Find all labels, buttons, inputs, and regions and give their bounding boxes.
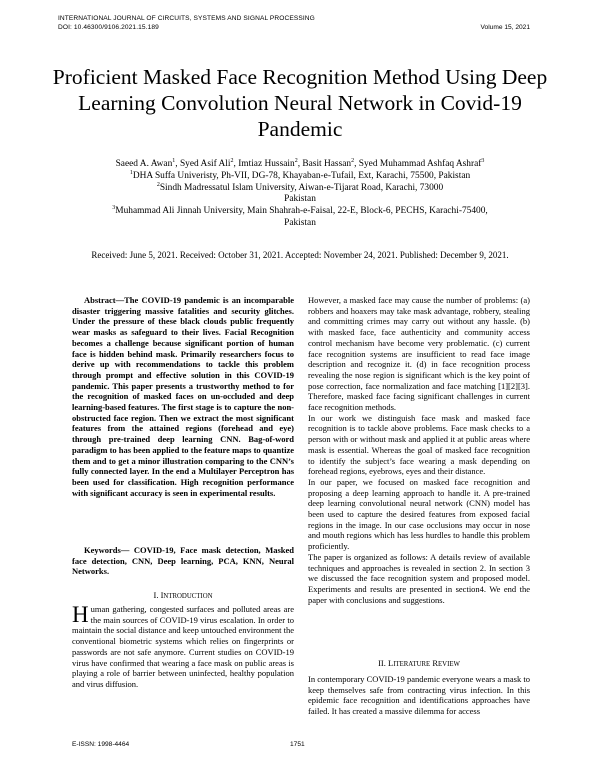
paragraph: In our work we distinguish face mask and masked face recognition is to tackle above problems. Face mask checks to a person with or without mask and applied it at public areas where mask is essential. Whereas the goal of masked face recognition to identify the subject’s face wearing a mask depending on forehead regions, eyebrows, eyes and their distance. xyxy=(308,412,530,477)
literature-review-body xyxy=(308,674,530,717)
introduction-text: uman gathering, congested surfaces and polluted areas are the main sources of COVID-19 virus escalation. In order to maintain the social distance and keep untouched environment the conventional biometric systems which relies on fingerprints or passwords are not safe anymore. Current studies on COVID-19 virus have confirmed that wearing a face mask on public areas is playing a role of barrier between uninfected, healthy population and virus diffusion. xyxy=(72,604,294,689)
heading-initial: I xyxy=(160,590,164,600)
affil-text: Muhammad Ali Jinnah University, Main Shahrah-e-Faisal, 22-E, Block-6, PECHS, Karachi-75400, xyxy=(115,206,488,217)
keywords-text: Keywords— COVID-19, Face mask detection, Masked face detection, CNN, Deep learning, PCA, KNN, Neural Networks. xyxy=(72,545,294,577)
section-heading-introduction xyxy=(72,590,294,600)
author-sup: 1 xyxy=(172,157,176,164)
right-column xyxy=(308,295,530,605)
affiliation-2 xyxy=(60,183,540,195)
affiliation-3 xyxy=(60,206,540,218)
author-name: Basit Hassan xyxy=(302,159,352,169)
abstract xyxy=(72,295,294,498)
affil-text: DHA Suffa Univeristy, Ph-VII, DG-78, Khayaban-e-Tufail, Ext, Karachi, 75500, Pakistan xyxy=(132,170,471,181)
affil-sup: 3 xyxy=(112,205,116,212)
footer-eissn: E-ISSN: 1998-4464 xyxy=(72,741,130,748)
author-name: Saeed A. Awan xyxy=(115,159,173,169)
author-name: Imtiaz Hussain xyxy=(238,159,295,169)
literature-text: In contemporary COVID-19 pandemic everyone wears a mask to keep themselves safe from contracting virus infection. In this epidemic face recognition and identifications approaches have failed. It has created a massive dilemma for access xyxy=(308,674,530,717)
section-numeral: II. xyxy=(378,658,386,668)
paper-title: Proficient Masked Face Recognition Method Using Deep Learning Convolution Neural Network in Covid-19 Pandemic xyxy=(52,65,548,141)
section-numeral: I. xyxy=(153,590,159,600)
author-name: Syed Muhammad Ashfaq Ashraf xyxy=(358,159,482,169)
volume: Volume 15, 2021 xyxy=(480,24,530,31)
paragraph: The paper is organized as follows: A details review of available techniques and approaches is revealed in section 2. In section 3 we discussed the face recognition system and proposed model. Experiments and results are presented in section4. We end the paper with conclusions and suggestions. xyxy=(308,551,530,605)
heading-rest: ITERATURE xyxy=(393,661,431,668)
authors-block xyxy=(60,159,540,230)
paragraph: However, a masked face may cause the number of problems: (a) robbers and hoaxers may take mask advantage, robbery, stealing and committing crimes may carry out without any hassle. (b) with masked face, face authenticity and community access control mechanism have become very problematic. (c) current face recognition systems are insufficient to read face image description and recognize it. (d) in face recognition process revealing the nose region is significant which is the key point of pose correction, face normalization and face matching [1][2][3]. Therefore, masked face facing significant challenges in current face recognition methods. xyxy=(308,295,530,413)
affiliation-2-country: Pakistan xyxy=(284,194,316,205)
affil-text: Sindh Madressatul Islam University, Aiwan-e-Tijarat Road, Karachi, 73000 xyxy=(159,182,444,193)
author-sup: 2 xyxy=(230,157,234,164)
heading-initial: L xyxy=(388,658,394,668)
journal-name: INTERNATIONAL JOURNAL OF CIRCUITS, SYSTEMS AND SIGNAL PROCESSING xyxy=(58,15,315,22)
heading-rest: NTRODUCTION xyxy=(163,593,213,600)
introduction-body xyxy=(72,604,294,690)
drop-cap: H xyxy=(72,602,89,627)
affiliation-1 xyxy=(60,171,540,183)
keywords xyxy=(72,545,294,577)
affil-sup: 2 xyxy=(156,181,160,188)
heading-initial: R xyxy=(432,658,439,668)
affil-sup: 1 xyxy=(129,169,133,176)
affiliation-3-country: Pakistan xyxy=(284,217,316,228)
author-names: Saeed A. Awan$^1$, Syed Asif Ali$^2$, Imtiaz Hussain$^2$, Basit Hassan$^2$, Syed Muhammad Ashfaq Ashraf$^3$ xyxy=(115,157,485,169)
author-name: Syed Asif Ali xyxy=(179,159,231,169)
received-dates: Received: June 5, 2021. Received: October 31, 2021. Accepted: November 24, 2021. Published: December 9, 2021. xyxy=(91,250,509,260)
doi: DOI: 10.46300/9106.2021.15.189 xyxy=(58,24,159,31)
section-heading-literature-review xyxy=(308,658,530,668)
author-sup: 2 xyxy=(294,157,298,164)
abstract-text: Abstract—The COVID-19 pandemic is an incomparable disaster triggering massive fatalities and security glitches. Under the pressure of these black clouds public frequently wear masks as safeguard to their lives. Facial Recognition becomes a challenge because significant portion of human face is hidden behind mask. Primarily researchers focus to derive up with recommendations to tackle this problem through prompt and effective solution in this COVID-19 pandemic. This paper presents a trustworthy method to for the recognition of masked faces on un-occluded and deep learning-based features. The first stage is to capture the non-obstructed face region. Then we extract the most significant features from the attained regions (forehead and eye) through pre-trained deep learning CNN. Bag-of-word paradigm to has been applied to the feature maps to quantize them and to get a minor illustration comparing to the CNN’s fully connected layer. In the end a Multilayer Perceptron has been used for classification. High recognition performance with significant accuracy is seen in experimental results. xyxy=(72,295,294,498)
author-sup: 2 xyxy=(351,157,355,164)
author-sup: 3 xyxy=(481,157,485,164)
footer-page-number: 1751 xyxy=(290,741,305,748)
heading-rest: EVIEW xyxy=(438,661,460,668)
paragraph: In our paper, we focused on masked face recognition and proposing a deep learning approach to handle it. A pre-trained deep learning convolutional neural network (CNN) model has been used to capture the desired features from exposed facial regions in the image. In our case occlusions may occur in nose and mouth regions which has less hurdles to handle this problem proficiently. xyxy=(308,476,530,552)
